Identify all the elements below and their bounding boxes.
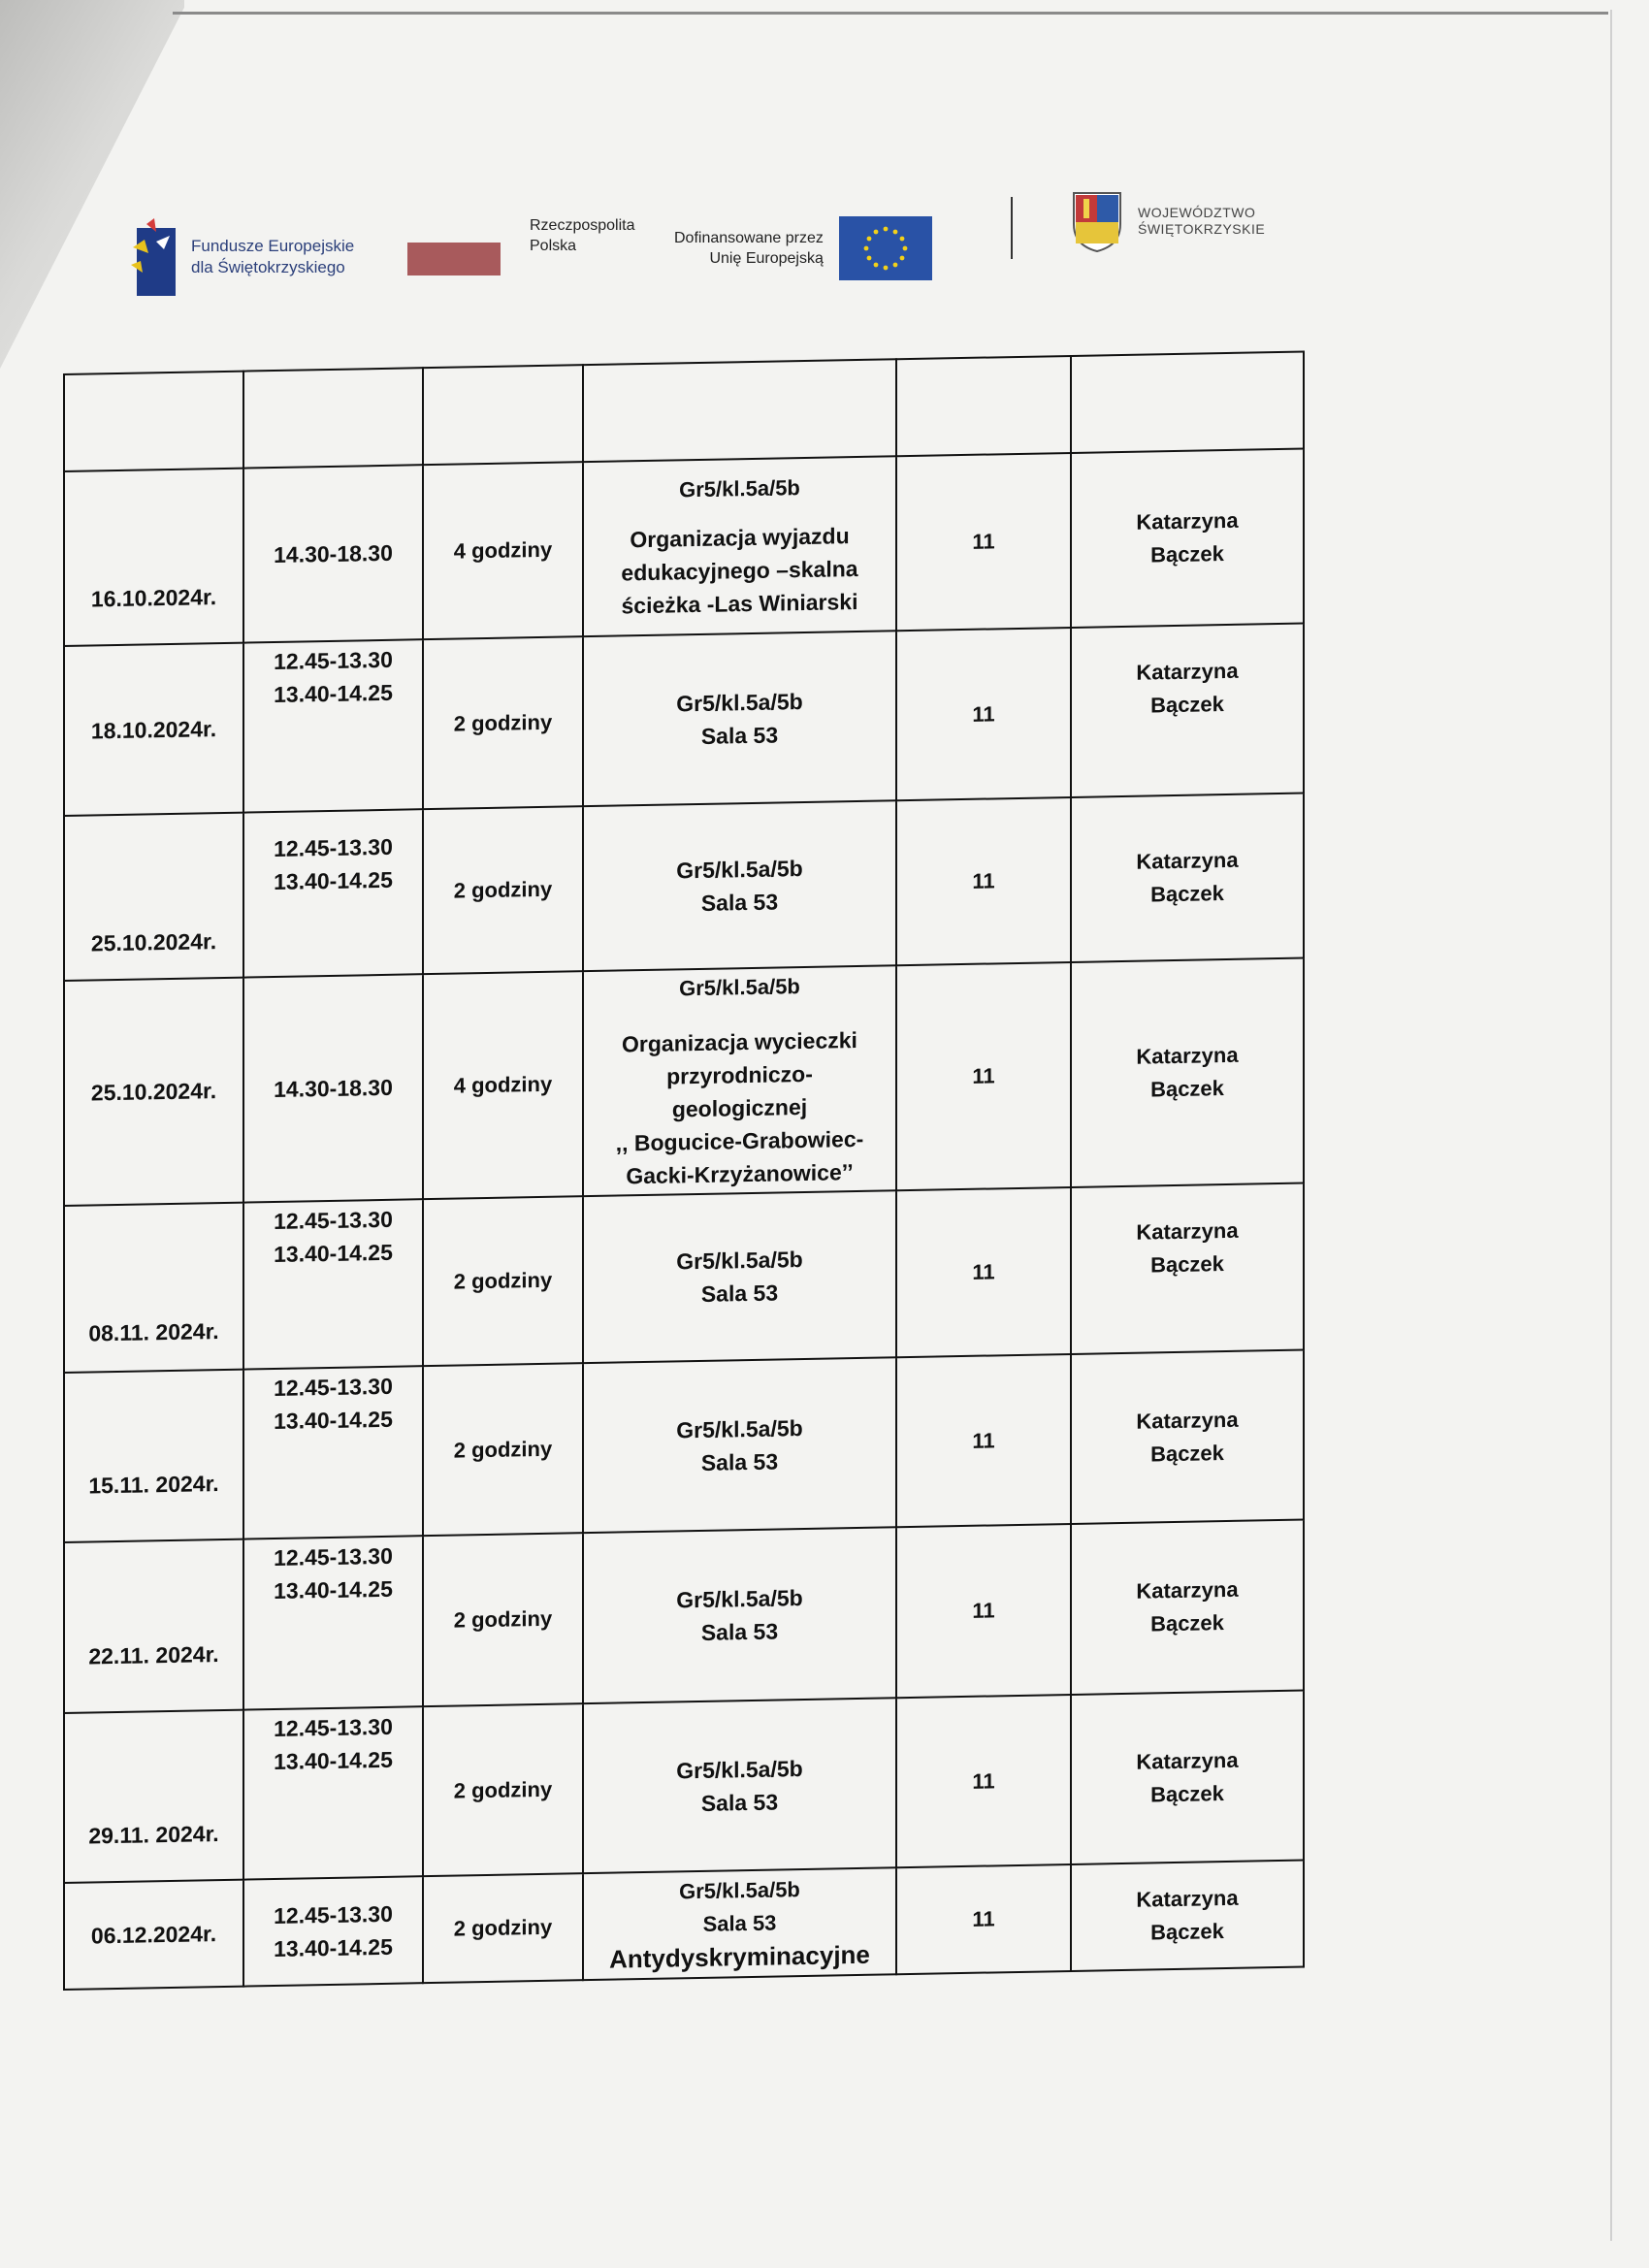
wojewodztwo-swietokrzyskie-logo	[1070, 189, 1265, 253]
teacher-cell	[1071, 958, 1304, 1187]
description-line: przyrodniczo-	[666, 1060, 813, 1089]
date-cell: 16.10.2024r.	[64, 469, 243, 646]
description-cell	[583, 631, 896, 806]
room-label: Sala 53	[702, 1910, 777, 1936]
rp-line-1: Rzeczpospolita	[530, 217, 635, 234]
time-slot-2: 13.40-14.25	[274, 1933, 393, 1962]
number-cell: 11	[896, 1864, 1071, 1974]
date-cell: 06.12.2024r.	[64, 1880, 243, 1990]
hours-cell: 2 godziny	[423, 1363, 583, 1536]
group-label: Gr5/kl.5a/5b	[676, 688, 803, 716]
group-label: Gr5/kl.5a/5b	[676, 1414, 803, 1442]
date-cell: 15.11. 2024r.	[64, 1370, 243, 1542]
hours-cell: 2 godziny	[423, 636, 583, 809]
funding-logos-bar	[131, 189, 1295, 315]
teacher-cell	[1071, 794, 1304, 962]
teacher-first-name: Katarzyna	[1136, 1217, 1239, 1245]
teacher-first-name: Katarzyna	[1136, 1576, 1239, 1604]
time-cell	[243, 639, 423, 812]
teacher-first-name: Katarzyna	[1136, 1042, 1239, 1069]
time-slot-2: 13.40-14.25	[274, 1746, 393, 1775]
time-cell: 14.30-18.30	[243, 974, 423, 1202]
number-cell: 11	[896, 453, 1071, 631]
group-label: Gr5/kl.5a/5b	[676, 1585, 803, 1613]
description-cell	[583, 800, 896, 971]
description-line: geologicznej	[671, 1093, 808, 1122]
teacher-last-name: Bączek	[1150, 1780, 1224, 1806]
teacher-cell	[1071, 1861, 1304, 1971]
polish-flag-icon	[407, 243, 501, 275]
number-cell: 11	[896, 1695, 1071, 1867]
teacher-last-name: Bączek	[1150, 541, 1224, 567]
table-row	[64, 1691, 1304, 1883]
group-label: Gr5/kl.5a/5b	[676, 1755, 803, 1783]
page-top-edge	[173, 12, 1608, 15]
teacher-cell	[1071, 624, 1304, 797]
time-cell	[243, 1706, 423, 1879]
teacher-cell	[1071, 1183, 1304, 1354]
description-cell	[583, 456, 896, 636]
description-line: edukacyjnego –skalna	[621, 555, 858, 586]
sw-line-2: ŚWIĘTOKRZYSKIE	[1138, 221, 1266, 237]
description-line: ścieżka -Las Winiarski	[621, 588, 858, 619]
time-slot-2: 13.40-14.25	[274, 1239, 393, 1268]
number-cell: 11	[896, 1354, 1071, 1527]
header-cell	[896, 356, 1071, 456]
description-cell	[583, 1527, 896, 1703]
time-slot-2: 13.40-14.25	[274, 1575, 393, 1604]
teacher-cell	[1071, 449, 1304, 628]
group-label: Gr5/kl.5a/5b	[679, 475, 800, 502]
ue-line-2: Unię Europejską	[709, 250, 824, 267]
room-label: Sala 53	[700, 721, 779, 749]
description-line: Gacki-Krzyżanowice’’	[626, 1159, 854, 1189]
time-slot-2: 13.40-14.25	[274, 1406, 393, 1435]
time-cell	[243, 1536, 423, 1709]
description-cell	[583, 1357, 896, 1533]
teacher-last-name: Bączek	[1150, 881, 1224, 907]
group-label: Gr5/kl.5a/5b	[676, 856, 803, 884]
time-slot-1: 12.45-13.30	[274, 833, 393, 862]
number-cell: 11	[896, 797, 1071, 965]
time-slot-1: 12.45-13.30	[274, 646, 393, 675]
group-label: Gr5/kl.5a/5b	[679, 1877, 800, 1904]
teacher-cell	[1071, 1520, 1304, 1695]
hours-cell: 2 godziny	[423, 806, 583, 974]
logo-divider	[1011, 197, 1013, 259]
header-cell	[64, 372, 243, 471]
teacher-first-name: Katarzyna	[1136, 658, 1239, 685]
time-cell	[243, 809, 423, 977]
teacher-first-name: Katarzyna	[1136, 1747, 1239, 1774]
room-label: Sala 53	[700, 889, 779, 916]
table-row	[64, 624, 1304, 816]
description-cell	[583, 1867, 896, 1980]
time-slot-1: 12.45-13.30	[274, 1713, 393, 1742]
description-cell	[583, 1698, 896, 1873]
rp-line-2: Polska	[530, 238, 577, 254]
header-cell	[243, 368, 423, 468]
eu-flag-icon	[839, 216, 932, 280]
date-cell: 29.11. 2024r.	[64, 1710, 243, 1883]
room-label: Sala 53	[700, 1788, 779, 1816]
hours-cell: 2 godziny	[423, 1533, 583, 1706]
group-label: Gr5/kl.5a/5b	[679, 974, 800, 1001]
room-label: Sala 53	[700, 1447, 779, 1475]
time-slot-2: 13.40-14.25	[274, 679, 393, 708]
teacher-cell	[1071, 1691, 1304, 1864]
number-cell: 11	[896, 628, 1071, 800]
room-label: Sala 53	[700, 1280, 779, 1307]
table-row	[64, 958, 1304, 1206]
teacher-first-name: Katarzyna	[1136, 507, 1239, 535]
group-label: Gr5/kl.5a/5b	[676, 1247, 803, 1275]
table-row	[64, 1183, 1304, 1373]
date-cell: 25.10.2024r.	[64, 978, 243, 1206]
teacher-first-name: Katarzyna	[1136, 1407, 1239, 1434]
sw-line-1: WOJEWÓDZTWO	[1138, 205, 1256, 220]
teacher-last-name: Bączek	[1150, 692, 1224, 718]
time-slot-1: 12.45-13.30	[274, 1206, 393, 1235]
header-cell	[1071, 352, 1304, 453]
ue-line-1: Dofinansowane przez	[674, 230, 824, 246]
teacher-last-name: Bączek	[1150, 1440, 1224, 1466]
page-right-edge	[1610, 10, 1612, 2241]
teacher-first-name: Katarzyna	[1136, 847, 1239, 874]
table-row	[64, 1861, 1304, 1990]
schedule-table-wrapper	[63, 351, 1305, 1991]
teacher-last-name: Bączek	[1150, 1076, 1224, 1102]
teacher-last-name: Bączek	[1150, 1251, 1224, 1278]
table-row	[64, 449, 1304, 646]
table-row	[64, 1350, 1304, 1542]
hours-cell: 2 godziny	[423, 1873, 583, 1983]
description-line: ,, Bogucice-Grabowiec-	[615, 1125, 864, 1156]
date-cell: 18.10.2024r.	[64, 643, 243, 816]
description-line: Organizacja wyjazdu	[630, 523, 850, 553]
description-line: Organizacja wycieczki	[622, 1026, 857, 1057]
fe-line-2: dla Świętokrzyskiego	[191, 258, 345, 276]
hours-cell: 2 godziny	[423, 1703, 583, 1876]
coat-of-arms-icon	[1070, 189, 1124, 253]
table-row	[64, 1520, 1304, 1713]
date-cell: 22.11. 2024r.	[64, 1539, 243, 1713]
teacher-last-name: Bączek	[1150, 1610, 1224, 1636]
date-cell: 25.10.2024r.	[64, 813, 243, 981]
hours-cell: 2 godziny	[423, 1196, 583, 1366]
time-cell: 14.30-18.30	[243, 465, 423, 642]
number-cell: 11	[896, 962, 1071, 1190]
fe-star-flag-icon	[131, 218, 179, 296]
description-cell	[583, 1190, 896, 1363]
time-slot-1: 12.45-13.30	[274, 1900, 393, 1929]
time-slot-2: 13.40-14.25	[274, 866, 393, 895]
time-cell	[243, 1199, 423, 1369]
description-cell	[583, 965, 896, 1196]
time-cell	[243, 1366, 423, 1539]
teacher-cell	[1071, 1350, 1304, 1524]
room-label: Sala 53	[700, 1618, 779, 1645]
teacher-last-name: Bączek	[1150, 1919, 1224, 1945]
time-slot-1: 12.45-13.30	[274, 1373, 393, 1402]
teacher-first-name: Katarzyna	[1136, 1885, 1239, 1912]
time-slot-1: 12.45-13.30	[274, 1542, 393, 1571]
time-cell	[243, 1876, 423, 1986]
hours-cell: 4 godziny	[423, 462, 583, 639]
rzeczpospolita-polska-logo	[407, 217, 635, 275]
fe-line-1: Fundusze Europejskie	[191, 237, 355, 255]
hours-cell: 4 godziny	[423, 971, 583, 1199]
table-row	[64, 794, 1304, 981]
header-cell	[583, 359, 896, 462]
number-cell: 11	[896, 1524, 1071, 1698]
header-cell	[423, 365, 583, 465]
date-cell: 08.11. 2024r.	[64, 1203, 243, 1373]
schedule-table	[63, 351, 1305, 1991]
number-cell: 11	[896, 1187, 1071, 1357]
description-line: Antydyskryminacyjne	[609, 1939, 870, 1974]
unia-europejska-logo	[674, 216, 932, 280]
fundusze-europejskie-logo	[131, 218, 354, 296]
